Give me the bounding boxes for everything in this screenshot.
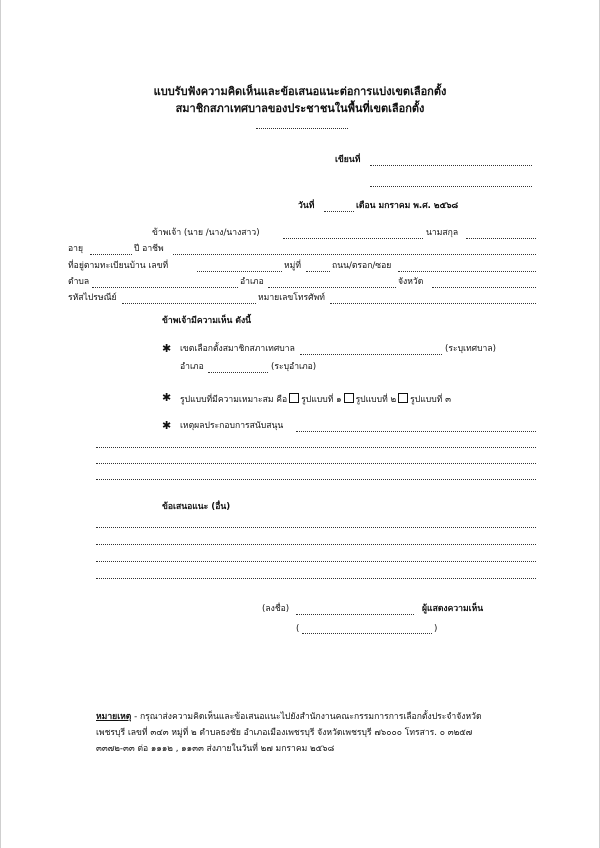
reason-line-3[interactable] — [96, 479, 536, 480]
page-edge-left — [0, 0, 1, 848]
name-paren-close: ) — [434, 624, 438, 634]
amphoe-field[interactable] — [268, 287, 396, 288]
reason-line-1[interactable] — [96, 447, 536, 448]
surname-label: นามสกุล — [426, 228, 459, 238]
asterisk-icon: ✱ — [162, 419, 172, 432]
tambon-label: ตำบล — [68, 277, 90, 287]
written-at-field[interactable] — [370, 165, 532, 166]
moo-field[interactable] — [306, 271, 330, 272]
surname-field[interactable] — [466, 238, 536, 239]
written-at-field-2[interactable] — [370, 186, 532, 187]
note-line-2: เพชรบุรี เลขที่ ๓๔๓ หมู่ที่ ๒ ตำบลธงชัย อำเภอเมืองเพชรบุรี จังหวัดเพชรบุรี ๗๖๐๐๐ โทรสาร. ๐ ๓๒๕๗ — [96, 728, 473, 738]
note-line-3: ๓๓๗๒-๓๓ ต่อ ๑๑๑๒ , ๑๑๓๓ ส่งภายในวันที่ ๒๗ มกราคม ๒๕๖๘ — [96, 744, 335, 754]
postal-label: รหัสไปรษณีย์ — [68, 293, 117, 303]
road-label: ถนน/ตรอก/ซอย — [332, 261, 392, 271]
reason-line-2[interactable] — [96, 463, 536, 464]
name-label: ข้าพเจ้า (นาย /นาง/นางสาว) — [152, 228, 260, 238]
date-day-label: วันที่ — [298, 201, 315, 211]
format-line — [180, 393, 451, 406]
name-field[interactable] — [283, 238, 423, 239]
age-field[interactable] — [90, 254, 132, 255]
suggestion-line-1[interactable] — [96, 527, 536, 528]
phone-field[interactable] — [330, 303, 536, 304]
signer-role-label: ผู้แสดงความเห็น — [422, 604, 484, 614]
suggestion-heading: ข้อเสนอแนะ (อื่น) — [162, 502, 231, 512]
opinion-heading: ข้าพเจ้ามีความเห็น ดังนี้ — [162, 316, 252, 326]
date-month-year: เดือน มกราคม พ.ศ. ๒๕๖๘ — [356, 201, 459, 211]
district-label: เขตเลือกตั้งสมาชิกสภาเทศบาล — [180, 344, 295, 354]
amphoe-label: อำเภอ — [240, 277, 264, 287]
form-title-line2: สมาชิกสภาเทศบาลของประชาชนในพื้นที่เขตเลือกตั้ง — [175, 102, 425, 115]
asterisk-icon: ✱ — [162, 342, 172, 355]
municipality-field[interactable] — [300, 354, 442, 355]
municipality-hint: (ระบุเทศบาล) — [445, 344, 496, 354]
option1-checkbox[interactable] — [289, 393, 299, 403]
signature-field[interactable] — [296, 614, 414, 615]
option3-checkbox[interactable] — [398, 393, 408, 403]
tambon-field[interactable] — [92, 287, 238, 288]
suggestion-line-3[interactable] — [96, 561, 536, 562]
option3-label: รูปแบบที่ ๓ — [410, 395, 451, 405]
name-paren-open: ( — [296, 624, 300, 634]
address-label: ที่อยู่ตามทะเบียนบ้าน เลขที่ — [68, 261, 169, 271]
note-line-1 — [96, 712, 482, 723]
note-label: หมายเหตุ — [96, 712, 132, 722]
district-amphoe-field[interactable] — [208, 372, 268, 373]
option2-label: รูปแบบที่ ๒ — [355, 395, 397, 405]
signature-label: (ลงชื่อ) — [262, 604, 290, 614]
age-label: อายุ — [68, 244, 84, 254]
moo-label: หมู่ที่ — [284, 261, 301, 271]
option1-label: รูปแบบที่ ๑ — [301, 395, 342, 405]
phone-label: หมายเลขโทรศัพท์ — [258, 293, 325, 303]
asterisk-icon: ✱ — [162, 391, 172, 404]
format-label: รูปแบบที่มีความเหมาะสม คือ — [180, 395, 288, 405]
note-text-1: - กรุณาส่งความคิดเห็นและข้อเสนอแนะไปยังสำนักงานคณะกรรมการการเลือกตั้งประจำจังหวัด — [134, 712, 482, 722]
address-field[interactable] — [197, 271, 282, 272]
reason-label: เหตุผลประกอบการสนับสนุน — [180, 421, 284, 431]
occupation-field[interactable] — [173, 254, 536, 255]
title-underline — [256, 128, 348, 129]
road-field[interactable] — [398, 271, 536, 272]
date-day-field[interactable] — [324, 211, 354, 212]
form-title-line1: แบบรับฟังความคิดเห็นและข้อเสนอแนะต่อการแบ่งเขตเลือกตั้ง — [153, 85, 447, 98]
amphoe-hint: (ระบุอำเภอ) — [271, 362, 317, 372]
suggestion-line-4[interactable] — [96, 578, 536, 579]
district-amphoe-label: อำเภอ — [180, 362, 204, 372]
signer-name-field[interactable] — [302, 633, 432, 634]
year-occupation-label: ปี อาชีพ — [134, 244, 164, 254]
suggestion-line-2[interactable] — [96, 544, 536, 545]
reason-field[interactable] — [296, 431, 536, 432]
option2-checkbox[interactable] — [344, 393, 354, 403]
province-label: จังหวัด — [398, 277, 424, 287]
postal-field[interactable] — [122, 303, 256, 304]
written-at-label: เขียนที่ — [335, 155, 361, 165]
province-field[interactable] — [432, 287, 536, 288]
